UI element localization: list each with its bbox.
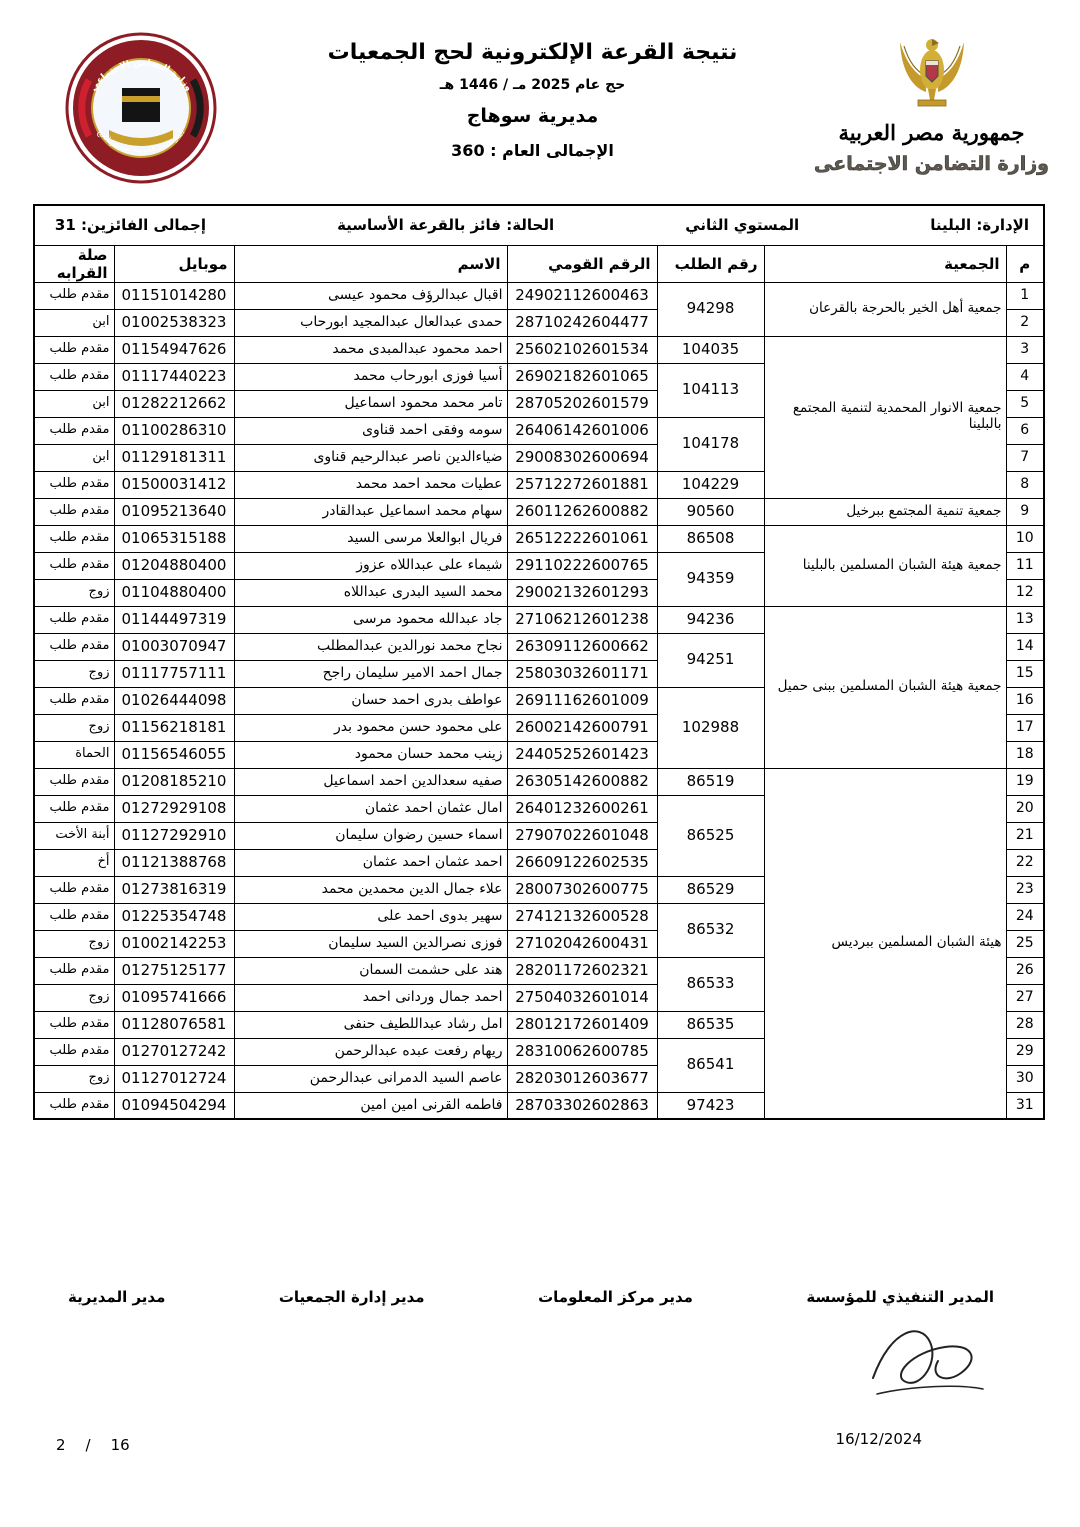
request-number: 86519 xyxy=(657,768,764,795)
signature-executive-director: المدير التنفيذي للمؤسسة xyxy=(806,1288,994,1306)
request-number: 104113 xyxy=(657,363,764,417)
signature-titles-row xyxy=(0,1288,1080,1306)
table-row xyxy=(34,525,1044,552)
row-number: 4 xyxy=(1006,363,1044,390)
request-number: 86529 xyxy=(657,876,764,903)
row-number: 24 xyxy=(1006,903,1044,930)
national-id: 26305142600882 xyxy=(507,768,657,795)
national-id: 25803032601171 xyxy=(507,660,657,687)
row-number: 30 xyxy=(1006,1065,1044,1092)
relationship: أخ xyxy=(34,849,114,876)
winners-total-label: إجمالى الفائزين: 31 xyxy=(54,215,206,234)
applicant-name: احمد محمود عبدالمبدى محمد xyxy=(234,336,507,363)
results-table-wrap xyxy=(35,204,1045,1120)
mobile-number: 01144497319 xyxy=(114,606,234,633)
level-label: المستوي الثاني xyxy=(685,215,800,234)
national-id: 28705202601579 xyxy=(507,390,657,417)
header-mobile: موبايل xyxy=(114,245,234,282)
logo-block xyxy=(16,26,266,188)
national-id: 28703302602863 xyxy=(507,1092,657,1119)
mobile-number: 01127012724 xyxy=(114,1065,234,1092)
relationship: مقدم طلب xyxy=(34,768,114,795)
row-number: 17 xyxy=(1006,714,1044,741)
applicant-name: حمدى عبدالعال عبدالمجيد ابورحاب xyxy=(234,309,507,336)
mobile-number: 01117440223 xyxy=(114,363,234,390)
mobile-number: 01500031412 xyxy=(114,471,234,498)
relationship: زوج xyxy=(34,930,114,957)
applicant-name: اسماء حسين رضوان سليمان xyxy=(234,822,507,849)
request-number: 102988 xyxy=(657,687,764,768)
signature-directorate-director: مدير المديرية xyxy=(68,1288,166,1306)
signature-associations-director: مدير إدارة الجمعيات xyxy=(278,1288,425,1306)
association-name: جمعية هيئة الشبان المسلمين بالبلينا xyxy=(764,525,1006,606)
mobile-number: 01204880400 xyxy=(114,552,234,579)
applicant-name: محمد السيد البدرى عبداللاه xyxy=(234,579,507,606)
applicant-name: ضياءالدين ناصر عبدالرحيم قناوى xyxy=(234,444,507,471)
row-number: 21 xyxy=(1006,822,1044,849)
row-number: 11 xyxy=(1006,552,1044,579)
national-id: 27106212601238 xyxy=(507,606,657,633)
mobile-number: 01129181311 xyxy=(114,444,234,471)
national-id: 29008302600694 xyxy=(507,444,657,471)
handwritten-signature xyxy=(859,1316,994,1420)
row-number: 14 xyxy=(1006,633,1044,660)
table-row xyxy=(34,606,1044,633)
info-bar-cell xyxy=(34,205,1044,245)
mobile-number: 01272929108 xyxy=(114,795,234,822)
mobile-number: 01121388768 xyxy=(114,849,234,876)
mobile-number: 01095741666 xyxy=(114,984,234,1011)
mobile-number: 01156546055 xyxy=(114,741,234,768)
relationship: مقدم طلب xyxy=(34,282,114,309)
applicant-name: هند على حشمت السمان xyxy=(234,957,507,984)
request-number: 94359 xyxy=(657,552,764,606)
results-table xyxy=(33,204,1045,1120)
relationship: مقدم طلب xyxy=(34,498,114,525)
applicant-name: امال عثمان احمد عثمان xyxy=(234,795,507,822)
hajj-year: حج عام 2025 مـ / 1446 هـ xyxy=(439,77,626,93)
relationship: مقدم طلب xyxy=(34,471,114,498)
row-number: 8 xyxy=(1006,471,1044,498)
table-row xyxy=(34,498,1044,525)
national-id: 28201172602321 xyxy=(507,957,657,984)
request-number: 104229 xyxy=(657,471,764,498)
association-name: جمعية هيئة الشبان المسلمين ببنى حميل xyxy=(764,606,1006,768)
national-id: 26309112600662 xyxy=(507,633,657,660)
mobile-number: 01003070947 xyxy=(114,633,234,660)
signature-info-center-director: مدير مركز المعلومات xyxy=(538,1288,693,1306)
relationship: مقدم طلب xyxy=(34,606,114,633)
national-id: 26911162601009 xyxy=(507,687,657,714)
national-id: 26512222601061 xyxy=(507,525,657,552)
row-number: 7 xyxy=(1006,444,1044,471)
page-separator: / xyxy=(85,1436,91,1454)
mobile-number: 01208185210 xyxy=(114,768,234,795)
header-relationship: صلة القرابه xyxy=(34,245,114,282)
request-number: 86532 xyxy=(657,903,764,957)
relationship: زوج xyxy=(34,1065,114,1092)
mobile-number: 01282212662 xyxy=(114,390,234,417)
header-serial: م xyxy=(1006,245,1044,282)
national-id: 28007302600775 xyxy=(507,876,657,903)
applicant-name: نجاح محمد نورالدين عبدالمطلب xyxy=(234,633,507,660)
row-number: 10 xyxy=(1006,525,1044,552)
row-number: 18 xyxy=(1006,741,1044,768)
applicant-name: سومه وفقى احمد قناوى xyxy=(234,417,507,444)
mobile-number: 01065315188 xyxy=(114,525,234,552)
request-number: 86535 xyxy=(657,1011,764,1038)
foundation-kaaba-logo-icon xyxy=(65,32,217,188)
mobile-number: 01275125177 xyxy=(114,957,234,984)
row-number: 31 xyxy=(1006,1092,1044,1119)
relationship: مقدم طلب xyxy=(34,687,114,714)
relationship: مقدم طلب xyxy=(34,552,114,579)
association-name: جمعية أهل الخير بالحرجة بالقرعان xyxy=(764,282,1006,336)
relationship: ابن xyxy=(34,390,114,417)
national-id: 26011262600882 xyxy=(507,498,657,525)
page-indicator xyxy=(56,1436,130,1454)
country-name: جمهورية مصر العربية xyxy=(838,120,1025,145)
relationship: زوج xyxy=(34,714,114,741)
row-number: 29 xyxy=(1006,1038,1044,1065)
mobile-number: 01128076581 xyxy=(114,1011,234,1038)
page-title: نتيجة القرعة الإلكترونية لحج الجمعيات xyxy=(327,40,738,65)
header-request-number: رقم الطلب xyxy=(657,245,764,282)
relationship: مقدم طلب xyxy=(34,1038,114,1065)
mobile-number: 01117757111 xyxy=(114,660,234,687)
emblem-block xyxy=(799,26,1064,175)
row-number: 13 xyxy=(1006,606,1044,633)
national-id: 26902182601065 xyxy=(507,363,657,390)
applicant-name: على محمود حسن محمود بدر xyxy=(234,714,507,741)
relationship: مقدم طلب xyxy=(34,1011,114,1038)
applicant-name: زينب محمد حسان محمود xyxy=(234,741,507,768)
row-number: 23 xyxy=(1006,876,1044,903)
document-header xyxy=(0,0,1080,194)
applicant-name: صفيه سعدالدين احمد اسماعيل xyxy=(234,768,507,795)
mobile-number: 01154947626 xyxy=(114,336,234,363)
applicant-name: سهير بدوى احمد على xyxy=(234,903,507,930)
national-id: 25602102601534 xyxy=(507,336,657,363)
row-number: 20 xyxy=(1006,795,1044,822)
mobile-number: 01273816319 xyxy=(114,876,234,903)
applicant-name: شيماء على عبداللاه عزوز xyxy=(234,552,507,579)
table-header-row xyxy=(34,245,1044,282)
request-number: 90560 xyxy=(657,498,764,525)
row-number: 1 xyxy=(1006,282,1044,309)
national-id: 27102042600431 xyxy=(507,930,657,957)
national-id: 28310062600785 xyxy=(507,1038,657,1065)
mobile-number: 01002142253 xyxy=(114,930,234,957)
header-national-id: الرقم القومي xyxy=(507,245,657,282)
relationship: الحماة xyxy=(34,741,114,768)
request-number: 97423 xyxy=(657,1092,764,1119)
mobile-number: 01270127242 xyxy=(114,1038,234,1065)
applicant-name: عطيات محمد احمد محمد xyxy=(234,471,507,498)
page-current: 2 xyxy=(56,1436,66,1454)
mobile-number: 01151014280 xyxy=(114,282,234,309)
row-number: 25 xyxy=(1006,930,1044,957)
national-id: 27412132600528 xyxy=(507,903,657,930)
applicant-name: فريال ابوالعلا مرسى السيد xyxy=(234,525,507,552)
mobile-number: 01104880400 xyxy=(114,579,234,606)
request-number: 94236 xyxy=(657,606,764,633)
table-row xyxy=(34,336,1044,363)
applicant-name: فوزى نصرالدين السيد سليمان xyxy=(234,930,507,957)
applicant-name: فاطمه القرنى امين امين xyxy=(234,1092,507,1119)
row-number: 2 xyxy=(1006,309,1044,336)
request-number: 104178 xyxy=(657,417,764,471)
status-label: الحالة: فائز بالقرعة الأساسية xyxy=(337,215,555,234)
row-number: 19 xyxy=(1006,768,1044,795)
row-number: 27 xyxy=(1006,984,1044,1011)
applicant-name: أسيا فوزى ابورحاب محمد xyxy=(234,363,507,390)
mobile-number: 01156218181 xyxy=(114,714,234,741)
relationship: مقدم طلب xyxy=(34,903,114,930)
relationship: مقدم طلب xyxy=(34,795,114,822)
national-id: 26609122602535 xyxy=(507,849,657,876)
ministry-name: وزارة التضامن الاجتماعى xyxy=(814,153,1049,175)
national-id: 29110222600765 xyxy=(507,552,657,579)
row-number: 9 xyxy=(1006,498,1044,525)
row-number: 15 xyxy=(1006,660,1044,687)
applicant-name: علاء جمال الدين محمدين محمد xyxy=(234,876,507,903)
applicant-name: عاصم السيد الدمرانى عبدالرحمن xyxy=(234,1065,507,1092)
national-id: 26002142600791 xyxy=(507,714,657,741)
info-bar-row xyxy=(34,205,1044,245)
row-number: 5 xyxy=(1006,390,1044,417)
association-name: جمعية الانوار المحمدية لتنمية المجتمع بالبلينا xyxy=(764,336,1006,498)
logo-ring-bottom-text: المؤسسة القومية لتيسير الحج xyxy=(95,127,187,155)
national-id: 28710242604477 xyxy=(507,309,657,336)
applicant-name: عواطف بدرى احمد حسان xyxy=(234,687,507,714)
national-id: 27907022601048 xyxy=(507,822,657,849)
relationship: مقدم طلب xyxy=(34,633,114,660)
mobile-number: 01127292910 xyxy=(114,822,234,849)
mobile-number: 01026444098 xyxy=(114,687,234,714)
row-number: 26 xyxy=(1006,957,1044,984)
applicant-name: جمال احمد الامير سليمان راجح xyxy=(234,660,507,687)
applicant-name: احمد جمال وردانى احمد xyxy=(234,984,507,1011)
administration-label: الإدارة: البلينا xyxy=(930,215,1029,234)
applicant-name: جاد عبدالله محمود مرسى xyxy=(234,606,507,633)
table-row xyxy=(34,768,1044,795)
request-number: 86508 xyxy=(657,525,764,552)
header-name: الاسم xyxy=(234,245,507,282)
relationship: مقدم طلب xyxy=(34,525,114,552)
row-number: 12 xyxy=(1006,579,1044,606)
relationship: مقدم طلب xyxy=(34,363,114,390)
relationship: زوج xyxy=(34,579,114,606)
row-number: 6 xyxy=(1006,417,1044,444)
national-id: 28203012603677 xyxy=(507,1065,657,1092)
request-number: 86533 xyxy=(657,957,764,1011)
row-number: 22 xyxy=(1006,849,1044,876)
association-name: جمعية تنمية المجتمع ببرخيل xyxy=(764,498,1006,525)
mobile-number: 01002538323 xyxy=(114,309,234,336)
request-number: 94251 xyxy=(657,633,764,687)
relationship: ابن xyxy=(34,444,114,471)
row-number: 3 xyxy=(1006,336,1044,363)
national-id: 29002132601293 xyxy=(507,579,657,606)
print-date: 16/12/2024 xyxy=(835,1430,922,1448)
request-number: 86525 xyxy=(657,795,764,876)
national-id: 24405252601423 xyxy=(507,741,657,768)
relationship: أبنة الأخت xyxy=(34,822,114,849)
relationship: مقدم طلب xyxy=(34,876,114,903)
row-number: 16 xyxy=(1006,687,1044,714)
egypt-eagle-emblem-icon xyxy=(891,97,973,116)
mobile-number: 01095213640 xyxy=(114,498,234,525)
mobile-number: 01100286310 xyxy=(114,417,234,444)
mobile-number: 01094504294 xyxy=(114,1092,234,1119)
applicant-name: ريهام رفعت عبده عبدالرحمن xyxy=(234,1038,507,1065)
applicant-name: احمد عثمان احمد عثمان xyxy=(234,849,507,876)
relationship: ابن xyxy=(34,309,114,336)
applicant-name: امل رشاد عبداللطيف حنفى xyxy=(234,1011,507,1038)
grand-total: الإجمالى العام : 360 xyxy=(451,141,614,160)
table-row xyxy=(34,282,1044,309)
relationship: زوج xyxy=(34,660,114,687)
title-block xyxy=(266,26,799,160)
national-id: 24902112600463 xyxy=(507,282,657,309)
applicant-name: سهام محمد اسماعيل عبدالقادر xyxy=(234,498,507,525)
relationship: مقدم طلب xyxy=(34,336,114,363)
header-association: الجمعية xyxy=(764,245,1006,282)
relationship: زوج xyxy=(34,984,114,1011)
row-number: 28 xyxy=(1006,1011,1044,1038)
page-total: 16 xyxy=(110,1436,130,1454)
applicant-name: تامر محمد محمود اسماعيل xyxy=(234,390,507,417)
national-id: 25712272601881 xyxy=(507,471,657,498)
relationship: مقدم طلب xyxy=(34,1092,114,1119)
relationship: مقدم طلب xyxy=(34,957,114,984)
logo-ring-top-text: وزارة التضامن الاجتماعي xyxy=(88,58,194,94)
request-number: 104035 xyxy=(657,336,764,363)
national-id: 27504032601014 xyxy=(507,984,657,1011)
directorate-name: مديرية سوهاج xyxy=(466,105,599,127)
relationship: مقدم طلب xyxy=(34,417,114,444)
applicant-name: اقبال عبدالرؤف محمود عيسى xyxy=(234,282,507,309)
mobile-number: 01225354748 xyxy=(114,903,234,930)
request-number: 94298 xyxy=(657,282,764,336)
request-number: 86541 xyxy=(657,1038,764,1092)
national-id: 26401232600261 xyxy=(507,795,657,822)
national-id: 26406142601006 xyxy=(507,417,657,444)
results-table-body xyxy=(34,282,1044,1119)
association-name: هيئة الشبان المسلمين ببرديس xyxy=(764,768,1006,1119)
national-id: 28012172601409 xyxy=(507,1011,657,1038)
